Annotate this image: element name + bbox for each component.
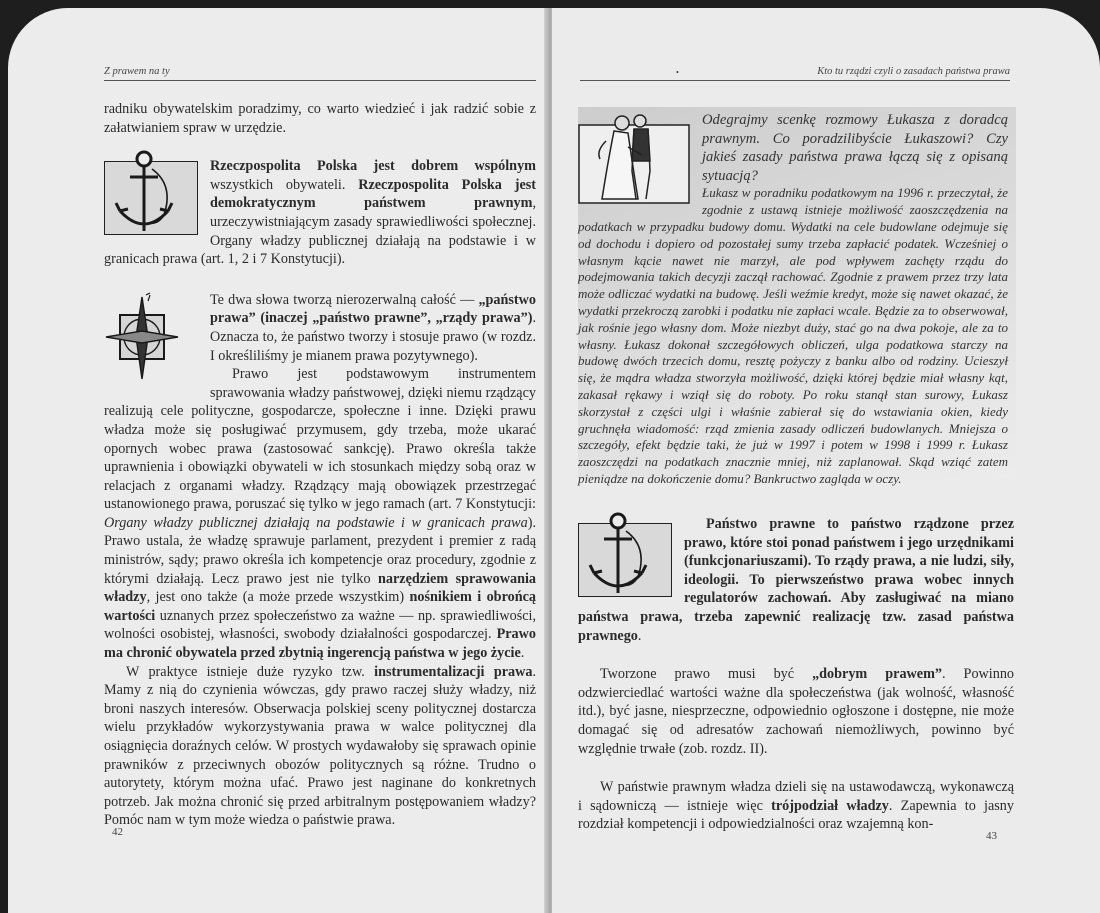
scene-lead: Odegrajmy scenkę rozmowy Łukasza z doradcą prawnym. Co poradzilibyście Łukaszowi? Czy jakieś zasady państwa prawa łączą się z opisaną sytuacją? (702, 112, 1008, 184)
right-body (578, 515, 1014, 834)
page-number-right: 43 (986, 830, 997, 842)
intro-paragraph: radniku obywatelskim poradzimy, co warto wiedzieć i jak radzić sobie z załatwianiem spraw w urzędzie. (104, 101, 536, 136)
anchor-icon (104, 151, 200, 237)
running-head-left: Z prawem na ty (104, 66, 536, 81)
compass-rose-icon (104, 291, 192, 383)
right-page: • Kto tu rządzi czyli o zasadach państwa prawa Odegrajmy scenkę rozmowy Łukasza z doradcą prawnym. Co poradzilibyście Łukaszowi? Czy jakieś zasady państwa prawa łączą się z opisaną sytuacją? Łukasz w poradniku podatkowym na 1996 r. przeczytał, że zgodnie z ustawą istnieje możliwość zaoszczędzenia na podatkach w przypadku budowy domu. Wydatki na cele budowlane odejmuje się od dochodu i dopiero od pozostałej sumy trzeba zapłacić podatek. Wcześniej o własnym kącie nawet nie marzył, ale pod wpływem zachęty rządu do podejmowania takich decyzji zaczął rachować. Zgodnie z prawem przez trzy lata może odliczać wydatki na budowę. Jeśli weźmie kredyt, może się nawet okazać, że wydatki przekroczą zarobki i podatku nie zapłaci wcale. Będzie za to obserwował, jak rośnie jego własny dom. Może niezbyt duży, stać go na dwa pokoje, ale za to własny. Łukasz dokonał szczegółowych obliczeń, ulga podatkowa starczy na budowę dwóch trzecich domu, resztę pożyczy z banku albo od rodziny. Ucieszył się, że mądra władza stworzyła możliwość, dzięki której będzie miał własny kąt, zakasał rękawy i wziął się do roboty. Po roku stanął stan surowy, Łukasz skorzystał z części ulgi i właśnie zabierał się do wstawiania okien, kiedy gruchnęła wiadomość: rząd zmienia zasady odliczeń budowlanych. Mniejsza o szczegóły, efekt będzie taki, że już w 1997 i potem w 1998 i 1999 r. Łukasz zaoszczędzi na podatkach znacznie mniej, niż zaplanował. Skąd wziąć zatem pieniądze na dokończenie domu? Bankructwo zagląda w oczy. Państwo prawne to państwo rządzone przez prawo, które stoi ponad państwem i jego urzędnikami (funkcjonariuszami). To rządy prawa, a nie ludzi, siły, ideologii. To pierwszeństwo prawa wobec innych regulatorów zachowań. Aby zasługiwać na miano państwa prawa, trzeba zapewnić realizację tzw. zasad państwa prawnego. Tworzone prawo musi być „dobrym prawem”. Powinno odzwierciedlać wartości ważne dla społeczeństwa (jak wolność, własność itd.), być jasne, niesprzeczne, odpowiednio ogłoszone i dostępne, nie może domagać się od adresatów zachowań niemożliwych, powinno być względnie trwałe (zob. rozdz. II). W państwie prawnym władza dzieli się na ustawodawczą, wykonawczą i sądowniczą — istnieje więc trójpodział władzy. Zapewnia to jasny rozdział kompetencji i odpowiedzialności oraz wzajemną kon- 43 (552, 8, 1100, 913)
left-body (104, 100, 536, 830)
left-page (8, 8, 548, 913)
couple-illustration-icon (578, 111, 694, 207)
principle-box-1: Rzeczpospolita Polska jest dobrem wspólnym wszystkich obywateli. Rzeczpospolita Polska jest demokratycznym państwem prawnym, urzeczywistniającym zasady sprawiedliwości społecznej. Organy władzy publicznej działają na podstawie i w granicach prawa (art. 1, 2 i 7 Konstytucji). (104, 157, 536, 269)
good-law-paragraph: Tworzone prawo musi być „dobrym prawem”. Powinno odzwierciedlać wartości ważne dla społeczeństwa (jak wolność, własność itd.), być jasne, niesprzeczne, odpowiednio ogłoszone i dostępne, nie może domagać się od adresatów zachowań niemożliwych, powinno być względnie trwałe (zob. rozdz. II). (578, 666, 1015, 757)
anchor-icon (578, 515, 674, 601)
running-head-right: Kto tu rządzi czyli o zasadach państwa prawa (580, 66, 1010, 81)
instrumentalization-paragraph: W praktyce istnieje duże ryzyko tzw. instrumentalizacji prawa. Mamy z nią do czynienia wówczas, gdy prawo raczej służy władzy, niż broni naszych interesów. Obserwacja polskiej sceny politycznej dostarcza wielu przykładów wykorzystywania prawa w walce politycznej dla osiągnięcia doraźnych celów. W prostych wydawałoby się sprawach opinie prawników z przeciwnych obozów politycznych są różne. Trudno o autorytety, którym można ufać. Prawo jest naginane do konkretnych potrzeb. Jak można chronić się przed arbitralnym postępowaniem władzy? Pomóc nam w tym może wiedza o państwie prawa. (104, 663, 536, 829)
separation-of-powers-paragraph: W państwie prawnym władza dzieli się na ustawodawczą, wykonawczą i sądowniczą — istnieje więc trójpodział władzy. Zapewnia to jasny rozdział kompetencji i odpowiedzialności oraz wzajemną kon- (578, 779, 1014, 833)
box1-bold-1: Rzeczpospolita Polska jest dobrem wspólnym (210, 158, 536, 175)
scene-body: Łukasz w poradniku podatkowym na 1996 r. przeczytał, że zgodnie z ustawą istnieje możliwość zaoszczędzenia na podatkach w przypadku budowy domu. Wydatki na cele budowlane odejmuje się od dochodu i dopiero od pozostałej sumy trzeba zapłacić podatek. Wcześniej o własnym kącie nawet nie marzył, ale pod wpływem zachęty rządu do podejmowania takich decyzji zaczął rachować. Zgodnie z prawem przez trzy lata może odliczać wydatki na budowę. Jeśli weźmie kredyt, może się nawet okazać, że wydatki przekroczą zarobki i podatku nie zapłaci wcale. Będzie za to obserwował, jak rośnie jego własny dom. Może niezbyt duży, stać go na dwa pokoje, ale za to własny. Łukasz dokonał szczegółowych obliczeń, ulga podatkowa starczy na budowę dwóch trzecich domu, resztę pożyczy z banku albo od rodziny. Ucieszył się, że mądra władza stworzyła możliwość, dzięki której będzie miał własny kąt, zakasał rękawy i wziął się do roboty. Po roku stanął stan surowy, Łukasz skorzystał z części ulgi i właśnie zabierał się do wstawiania okien, kiedy gruchnęła wiadomość: rząd zmienia zasady odliczeń budowlanych. Mniejsza o szczegóły, efekt będzie taki, że już w 1997 i potem w 1998 i 1999 r. Łukasz zaoszczędzi na podatkach znacznie mniej, niż zaplanował. Skąd wziąć zatem pieniądze na dokończenie domu? Bankructwo zagląda w oczy. (578, 185, 1008, 486)
state-of-law-term: „państwo prawa” (inaczej „państwo prawne”, „rządy prawa”) (210, 291, 536, 327)
compass-section: Te dwa słowa tworzą nierozerwalną całość — „państwo prawa” (inaczej „państwo prawne”, „rządy prawa”). Oznacza to, że państwo tworzy i stosuje prawo (w rozdz. I określiliśmy je mianem prawa pozytywnego). (104, 291, 536, 365)
principle-box-2: Państwo prawne to państwo rządzone przez prawo, które stoi ponad państwem i jego urzędnikami (funkcjonariuszami). To rządy prawa, a nie ludzi, siły, ideologii. To pierwszeństwo prawa wobec innych regulatorów zachowań. Aby zasługiwać na miano państwa prawa, trzeba zapewnić realizację tzw. zasad państwa prawnego. (578, 516, 1014, 644)
law-instrument-paragraph: Prawo jest podstawowym instrumentem sprawowania władzy państwowej, dzięki niemu rządzący realizują cele polityczne, gospodarcze, społeczne i inne. Dzięki prawu władza może się posługiwać przymusem, gdy trzeba, może ukarać opornych wobec prawa (zastosować sankcję). Prawo określa także uprawnienia i obowiązki obywateli w ich stosunkach między sobą oraz w relacjach z organami władzy. Rządzący mają obowiązek przestrzegać ustanowionego prawa, poruszać się tylko w jego ramach (art. 7 Konstytucji: Organy władzy publicznej działają na podstawie i w granicach prawa). Prawo ustala, że władzę sprawuje parlament, prezydent i premier z radą ministrów, sądy; prawo określa ich kompetencje oraz procedury, zgodnie z którymi działają. Lecz prawo jest nie tylko narzędziem sprawowania władzy, jest ono także (a może przede wszystkim) nośnikiem i obrońcą wartości uznanych przez społeczeństwo za ważne — np. sprawiedliwości, wolności osobistej, własności, swobody działalności gospodarczej. Prawo ma chronić obywatela przed zbytnią ingerencją państwa w jego życie. (104, 366, 537, 662)
scene-box (578, 111, 1008, 488)
rule-of-law-definition: Państwo prawne to państwo rządzone przez prawo, które stoi ponad państwem i jego urzędnikami (funkcjonariuszami). To rządy prawa, a nie ludzi, siły, ideologii. To pierwszeństwo prawa wobec innych regulatorów zachowań. Aby zasługiwać na miano państwa prawa, trzeba zapewnić realizację tzw. zasad państwa prawnego (578, 516, 1014, 644)
page-number-left: 42 (112, 826, 123, 838)
